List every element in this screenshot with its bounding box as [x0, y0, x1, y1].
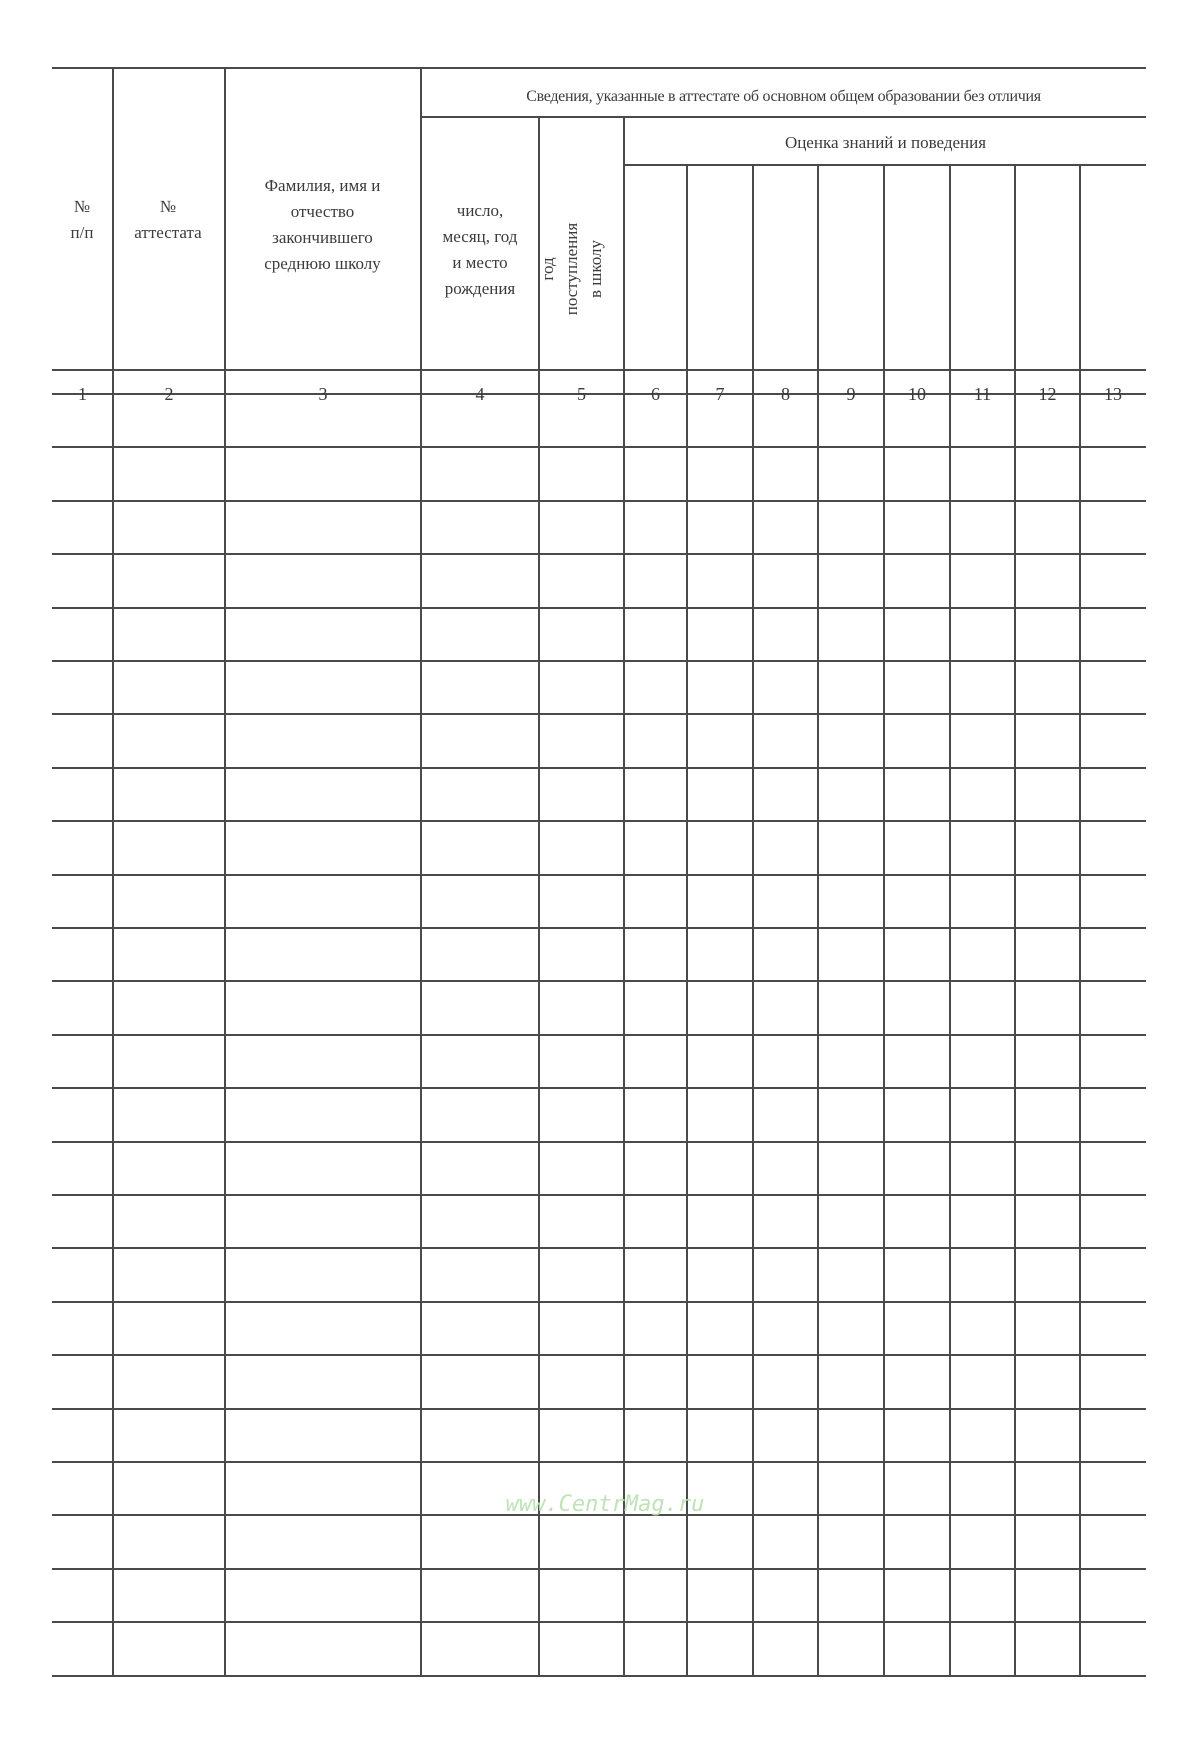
column-number: 9: [846, 384, 856, 404]
column-number: 10: [908, 384, 926, 404]
header-group-attestate-info: Сведения, указанные в аттестате об основном общем образовании без отличия: [526, 88, 1041, 105]
watermark: www.CentrMag.ru: [505, 1492, 705, 1517]
column-number: 6: [651, 384, 660, 404]
column-number: 5: [577, 384, 586, 404]
column-number: 7: [715, 384, 725, 404]
header-full-name: Фамилия, имя и отчество закончившего среднюю школу: [264, 176, 381, 273]
column-number: 8: [781, 384, 790, 404]
column-number: 12: [1038, 384, 1057, 404]
header-school-entry-year: год поступления в школу: [538, 222, 605, 316]
header-birth-info: число, месяц, год и место рождения: [442, 201, 518, 298]
column-number: 3: [318, 384, 328, 404]
column-number: 1: [78, 384, 87, 404]
header-grades: Оценка знаний и поведения: [784, 133, 987, 152]
column-number: 13: [1104, 384, 1122, 404]
column-number: 4: [475, 384, 485, 404]
header-row-number: № п/п: [70, 197, 94, 242]
column-number: 11: [973, 384, 992, 404]
column-number: 2: [164, 384, 174, 404]
header-certificate-number: № аттестата: [134, 197, 202, 242]
